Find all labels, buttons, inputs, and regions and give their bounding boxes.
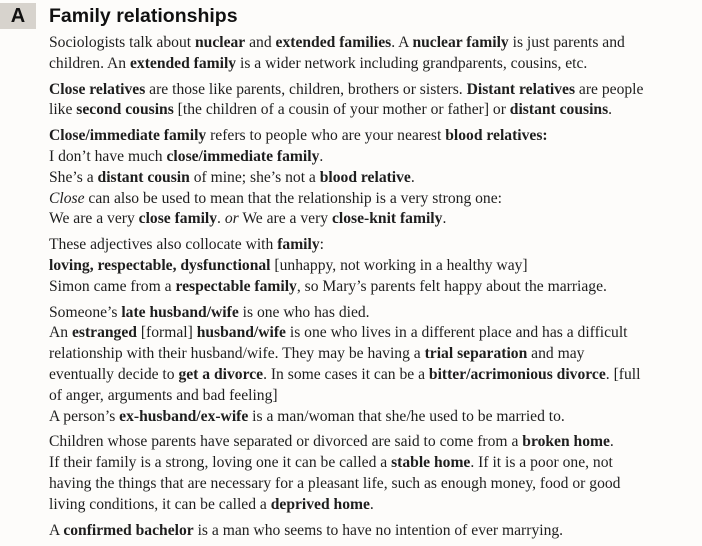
text-line <box>49 256 701 277</box>
section-header <box>0 3 238 29</box>
text-run: Children whose parents have separated or divorced are said to come from a <box>49 433 523 451</box>
paragraph-1 <box>49 33 701 75</box>
text-run: [formal] <box>136 324 197 342</box>
key-term: blood relatives: <box>445 127 548 145</box>
key-term: close family <box>138 210 218 228</box>
paragraph-7 <box>49 521 701 542</box>
text-run: [unhappy, not working in a healthy way] <box>270 256 528 274</box>
key-term: second cousins <box>76 101 174 119</box>
text-run: eventually decide to <box>49 365 179 383</box>
key-term: blood relative <box>319 168 411 186</box>
text-run: Sociologists talk about <box>49 34 195 51</box>
section-letter: A <box>0 3 36 29</box>
text-run: is a man/woman that she/he used to be married to. <box>248 407 565 425</box>
text-line <box>49 126 701 147</box>
text-line <box>49 54 701 75</box>
text-run: . <box>442 210 447 228</box>
text-line <box>49 453 701 474</box>
text-line <box>49 80 701 101</box>
key-term: close-knit family <box>331 210 443 228</box>
text-run: is one who has died. <box>238 303 370 321</box>
text-run: [the children of a cousin of your mother or father] or <box>173 101 510 119</box>
text-run: relationship with their husband/wife. They may be having a <box>49 345 425 363</box>
text-run: . In some cases it can be a <box>263 365 429 383</box>
paragraph-5 <box>49 303 701 428</box>
text-line <box>49 344 701 365</box>
text-line <box>49 100 701 121</box>
text-run: is a wider network including grandparents, cousins, etc. <box>236 54 588 72</box>
text-run: is one who lives in a different place and has a difficult <box>285 324 628 342</box>
key-term: close/immediate family <box>166 147 320 165</box>
text-run: . <box>410 168 415 186</box>
key-term: Distant relatives <box>466 80 576 98</box>
text-run: is a man who seems to have no intention of ever marrying. <box>193 521 564 539</box>
text-run: . <box>369 495 374 513</box>
text-run: and <box>245 34 276 51</box>
text-run: and may <box>527 345 585 363</box>
key-term: family <box>277 236 320 254</box>
section-body <box>49 33 701 546</box>
text-run: Simon came from a <box>49 277 176 295</box>
paragraph-6 <box>49 432 701 515</box>
text-run: of mine; she’s not a <box>189 168 320 186</box>
text-line <box>49 432 701 453</box>
text-run: : <box>319 236 324 254</box>
text-run: living conditions, it can be called a <box>49 495 271 513</box>
text-line <box>49 235 701 256</box>
text-run: We are a very <box>238 210 332 228</box>
text-line <box>49 495 701 516</box>
text-run: can also be used to mean that the relationship is a very strong one: <box>84 189 502 207</box>
key-term: ex-husband/ex-wife <box>119 407 249 425</box>
text-line <box>49 189 701 210</box>
key-term: bitter/acrimonious divorce <box>428 365 606 383</box>
key-term: nuclear <box>194 34 246 51</box>
paragraph-4 <box>49 235 701 297</box>
text-line <box>49 168 701 189</box>
text-run: She’s a <box>49 168 98 186</box>
italic-text: or <box>224 210 239 228</box>
text-run: having the things that are necessary for a pleasant life, such as enough money, food or good <box>49 474 621 492</box>
key-term: extended family <box>129 54 237 72</box>
text-run: , so Mary’s parents felt happy about the marriage. <box>296 277 607 295</box>
text-run: are people <box>575 80 644 98</box>
text-run: refers to people who are your nearest <box>206 127 446 145</box>
key-term: Close/immediate family <box>49 127 207 145</box>
text-line <box>49 277 701 298</box>
text-run: . <box>609 433 614 451</box>
text-line <box>49 365 701 386</box>
text-run: . [full <box>605 365 641 383</box>
text-run: like <box>49 101 77 119</box>
text-run: A person’s <box>49 407 120 425</box>
key-term: confirmed bachelor <box>63 521 194 539</box>
key-term: stable home <box>391 454 471 472</box>
key-term: late husband/wife <box>121 303 239 321</box>
text-line <box>49 407 701 428</box>
key-term: loving, respectable, dysfunctional <box>49 256 271 274</box>
key-term: distant cousin <box>97 168 190 186</box>
text-run: . <box>217 210 225 228</box>
key-term: extended families <box>275 34 392 51</box>
key-term: broken home <box>522 433 610 451</box>
key-term: estranged <box>71 324 137 342</box>
text-line <box>49 521 701 542</box>
key-term: husband/wife <box>196 324 286 342</box>
text-run: We are a very <box>49 210 139 228</box>
text-line <box>49 209 701 230</box>
text-run: If their family is a strong, loving one it can be called a <box>49 454 392 472</box>
text-run: Someone’s <box>49 303 122 321</box>
text-run: . A <box>391 34 413 51</box>
key-term: nuclear family <box>412 34 509 51</box>
key-term: Close relatives <box>49 80 146 98</box>
text-run: A <box>49 521 64 539</box>
text-line <box>49 147 701 168</box>
text-run: I don’t have much <box>49 147 167 165</box>
key-term: respectable family <box>175 277 297 295</box>
text-run: of anger, arguments and bad feeling] <box>49 386 278 404</box>
text-run: children. An <box>49 54 130 72</box>
italic-text: Close <box>49 189 85 207</box>
text-run: . If it is a poor one, not <box>470 454 613 472</box>
key-term: get a divorce <box>178 365 264 383</box>
key-term: distant cousins <box>509 101 609 119</box>
key-term: trial separation <box>424 345 528 363</box>
key-term: deprived home <box>270 495 370 513</box>
text-run: is just parents and <box>508 34 625 51</box>
text-line <box>49 474 701 495</box>
text-run: An <box>49 324 72 342</box>
text-line <box>49 303 701 324</box>
text-line <box>49 386 701 407</box>
text-run: are those like parents, children, brothers or sisters. <box>145 80 467 98</box>
text-line <box>49 33 701 54</box>
section-title: Family relationships <box>49 4 238 27</box>
paragraph-3 <box>49 126 701 230</box>
text-run: . <box>608 101 613 119</box>
text-line <box>49 323 701 344</box>
text-run: These adjectives also collocate with <box>49 236 278 254</box>
paragraph-2 <box>49 80 701 122</box>
text-run: . <box>319 147 324 165</box>
